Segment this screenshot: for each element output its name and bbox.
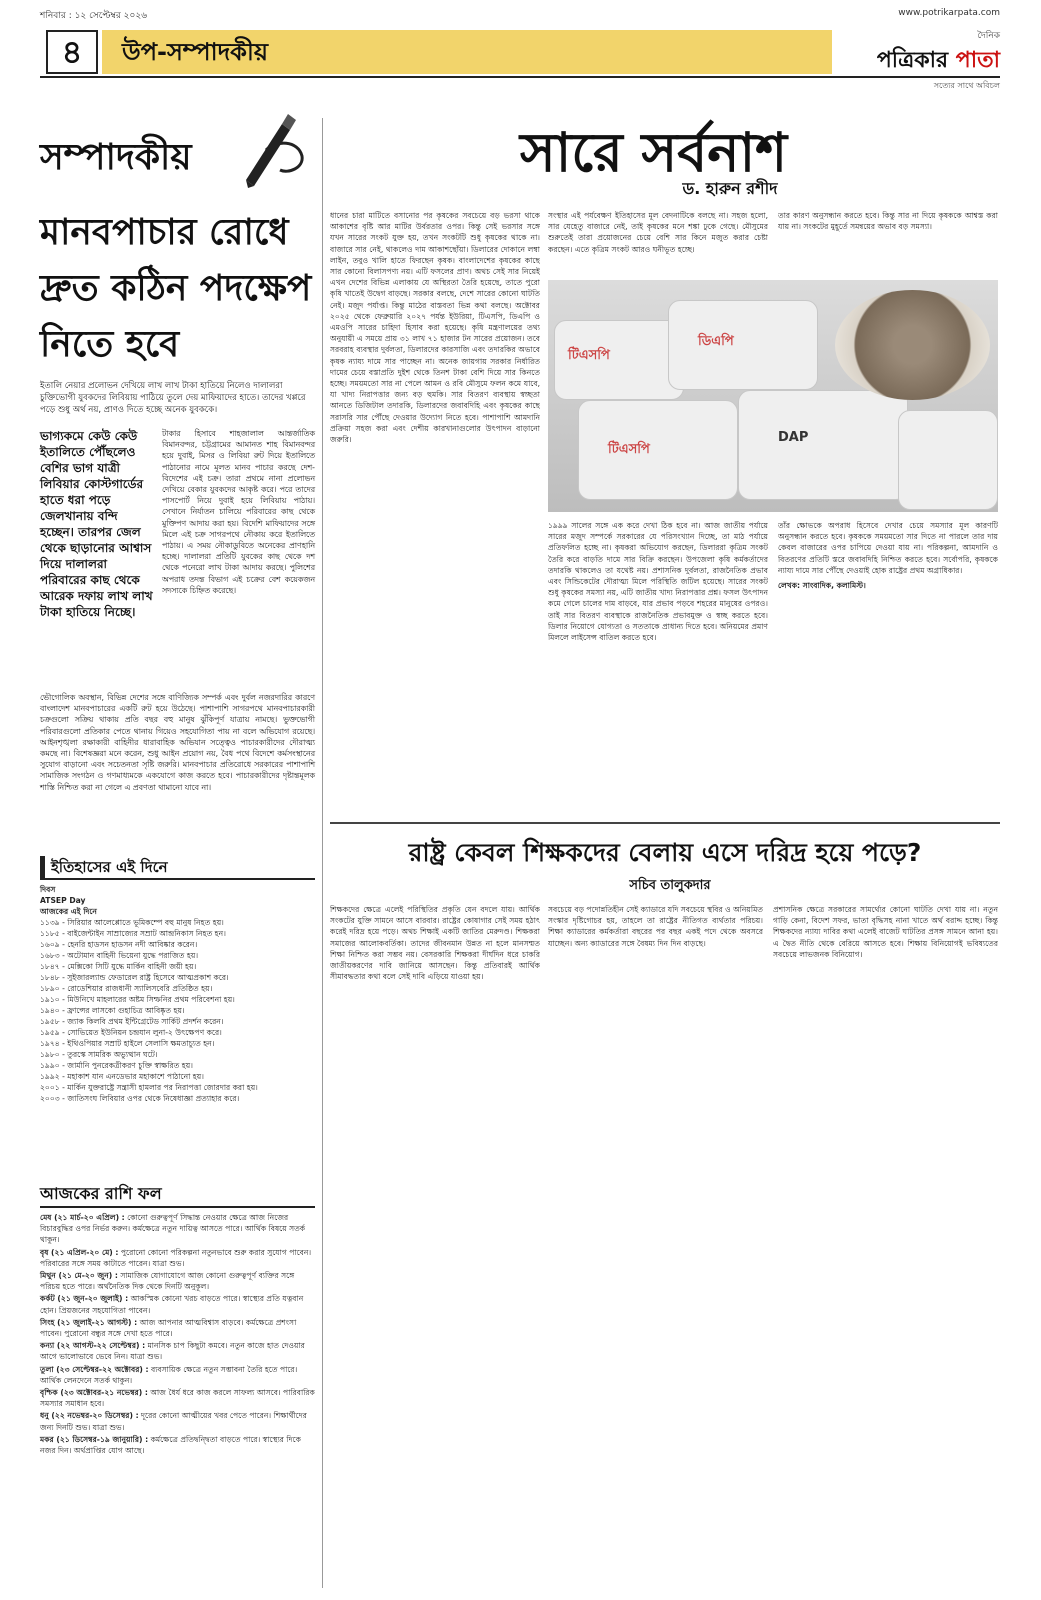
horoscope-item <box>40 1364 315 1386</box>
bag-label: টিএসপি <box>568 348 610 363</box>
article1-author-note: লেখক: সাংবাদিক, কলামিস্ট। <box>778 581 866 591</box>
history-event: ১৬০৯ - হেনরি হাডসন হাডসন নদী আবিষ্কার করেন। <box>40 940 198 949</box>
article2-column-2: সবচেয়ে বড় পদোন্নতিহীন সেই ক্যাডারে যদি সবচেয়ে স্থবির ও অনিয়মিত সংস্কার দৃষ্টিগোচর হয়, তাহলে তা রাষ্ট্রের নীতিগত ব্যর্থতার পরিচয়। শিক্ষা ক্যাডারের কর্মকর্তারা বছরের পর বছর একই পদে থেকে অবসরে যাচ্ছেন। অন্য ক্যাডারের সঙ্গে বৈষম্য দিন দিন বাড়ছে। <box>548 905 763 948</box>
history-event: ২০০১ - মার্কিন যুক্তরাষ্ট্রে সন্ত্রাসী হামলার পর নিরাপত্তা জোরদার করা হয়। <box>40 1083 258 1092</box>
fertilizer-bag <box>898 410 998 510</box>
horoscope-heading: আজকের রাশি ফল <box>40 1182 315 1208</box>
editorial-body: ভৌগোলিক অবস্থান, বিভিন্ন দেশের সঙ্গে বাণিজ্যিক সম্পর্ক এবং দুর্বল নজরদারির কারণে বাংলাদেশ মানবপাচারের একটি রুট হয়ে উঠেছে। পাশাপাশি সাগরপথে মানবপাচারকারী চক্রগুলো সক্রিয় থাকায় প্রতি বছর বহু মানুষ ঝুঁকিপূর্ণ যাত্রায় নামছে। ভুক্তভোগী পরিবারগুলো প্রতিকার পেতে থানায় গিয়েও সহযোগিতা পায় না বলে অভিযোগ রয়েছে। আইনশৃঙ্খলা রক্ষাকারী বাহিনীর ধারাবাহিক অভিযান সত্ত্বেও পাচারকারীদের দৌরাত্ম্য কমছে না। বিশেষজ্ঞরা মনে করেন, শুধু আইন প্রয়োগ নয়, বৈধ পথে বিদেশে কর্মসংস্থানের সুযোগ বাড়ানো এবং সচেতনতা সৃষ্টি জরুরি। মানবপাচার প্রতিরোধে সরকারের পাশাপাশি সামাজিক সংগঠন ও গণমাধ্যমকে একযোগে কাজ করতে হবে। পাচারকারীদের দৃষ্টান্তমূলক শাস্তি নিশ্চিত করা না গেলে এ প্রবণতা থামানো যাবে না। <box>40 693 315 792</box>
history-body <box>40 884 315 1104</box>
horoscope-item <box>40 1340 315 1362</box>
horoscope-text: পুরোনো কোনো পরিকল্পনা নতুনভাবে শুরু করার সুযোগ পাবেন। পরিবারের সঙ্গে সময় কাটাতে পারেন। যাত্রা শুভ। <box>40 1247 312 1268</box>
top-strip <box>40 8 1000 22</box>
editorial-body-side: টাকার হিসাবে শাহজালাল আন্তর্জাতিক বিমানবন্দর, চট্টগ্রামের আমানত শাহ বিমানবন্দর হয়ে দুবাই, মিসর ও লিবিয়া রুট দিয়ে ইতালিতে পাঠানোর নামে মূলত মানব পাচার করছে দেশ-বিদেশের এই চক্র। তারা প্রথমে নানা প্রলোভন দেখিয়ে বেকার যুবকদের আকৃষ্ট করে। পরে তাদের পাসপোর্ট নিয়ে দুবাই হয়ে লিবিয়ায় পাঠায়। সেখানে নির্যাতন চালিয়ে পরিবারের কাছ থেকে মুক্তিপণ আদায় করা হয়। বিদেশি মাফিয়াদের সঙ্গে মিলে এই চক্র সাগরপথে নৌকায় করে ইতালিতে পাঠায়। এ সময় নৌকাডুবিতে অনেকের প্রাণহানি হচ্ছে। দালালরা প্রতিটি যুবকের কাছ থেকে দশ থেকে পনেরো লাখ টাকা আদায় করছে। পুলিশের অপরাধ তদন্ত বিভাগ এই চক্রের বেশ কয়েকজন সদস্যকে চিহ্নিত করেছে। <box>162 429 315 595</box>
fertilizer-bag <box>738 390 908 500</box>
history-event: ১৮৪৮ - সুইজারল্যান্ড ফেডারেল রাষ্ট্র হিসেবে আত্মপ্রকাশ করে। <box>40 973 229 982</box>
article1-column-3: তার কারণ অনুসন্ধান করতে হবে। কিন্তু সার না দিয়ে কৃষককে আশ্বস্ত করা যায় না। সংকটের মুহূর্তে সমন্বয়ের অভাব বড় সমস্যা। <box>778 211 998 232</box>
newspaper-logo <box>840 28 1000 90</box>
horoscope-item <box>40 1293 315 1315</box>
horoscope-sign: কন্যা (২২ আগস্ট-২২ সেপ্টেম্বর) : <box>40 1341 146 1351</box>
history-event: ১৯৭৪ - ইথিওপিয়ার সম্রাট হাইলে সেলাসি ক্ষমতাচ্যুত হন। <box>40 1039 215 1048</box>
horoscope-sign: বৃষ (২১ এপ্রিল-২০ মে) : <box>40 1247 119 1257</box>
logo-small-text: দৈনিক <box>977 31 1000 41</box>
history-event: ১৯৫৮ - জ্যাক কিলবি প্রথম ইন্টিগ্রেটেড সার্কিট প্রদর্শন করেন। <box>40 1017 224 1026</box>
fertilizer-bowl <box>835 290 990 400</box>
bag-label: DAP <box>778 430 809 445</box>
logo-main-text <box>877 48 1000 73</box>
history-event: ১৯৮০ - তুরস্কে সামরিক অভ্যুত্থান ঘটে। <box>40 1050 158 1059</box>
logo-word-1: পত্রিকার <box>876 48 949 73</box>
horoscope-item <box>40 1270 315 1292</box>
horoscope-text: আজ ধৈর্য ধরে কাজ করলে সাফল্য আসবে। পারিবারিক সমস্যার সমাধান হবে। <box>40 1388 315 1409</box>
history-event: ২০০৩ - জাতিসংঘ লিবিয়ার ওপর থেকে নিষেধাজ্ঞা প্রত্যাহার করে। <box>40 1094 240 1103</box>
horoscope-text: কোনো গুরুত্বপূর্ণ সিদ্ধান্ত নেওয়ার ক্ষেত্রে আজ নিজের বিচারবুদ্ধির ওপর নির্ভর করুন। কর্মক্ষেত্রে নতুন দায়িত্ব আসতে পারে। আর্থিক বিষয়ে সতর্ক থাকুন। <box>40 1213 306 1245</box>
horoscope-sign: সিংহ (২১ জুলাই-২১ আগস্ট) : <box>40 1317 138 1327</box>
horoscope-sign: মিথুন (২১ মে-২০ জুন) : <box>40 1271 118 1281</box>
editorial-intro: ইতালি নেয়ার প্রলোভন দেখিয়ে লাখ লাখ টাকা হাতিয়ে নিলেও দালালরা চুক্তিভোগী যুবকদের লিবিয়ায় পাঠিয়ে তুলে দেয় মাফিয়াদের হাতে। তাদের খপ্পরে পড়ে শুধু অর্থ নয়, প্রাণও দিতে হচ্ছে অনেক যুবককে। <box>40 381 306 415</box>
horoscope-text: কর্মক্ষেত্রে প্রতিদ্বন্দ্বিতা বাড়তে পারে। স্বাস্থ্যের দিকে নজর দিন। অর্থপ্রাপ্তির যোগ আছে। <box>40 1434 301 1456</box>
horoscope-text: আকস্মিক কোনো খরচ বাড়তে পারে। স্বাস্থ্যের প্রতি যত্নবান হোন। প্রিয়জনের সহযোগিতা পাবেন। <box>40 1294 304 1315</box>
history-event: ১৯৯২ - মহাকাশ যান এনডেভার মহাকাশে পাঠানো হয়। <box>40 1072 204 1081</box>
horoscope-item <box>40 1387 315 1409</box>
history-sub-label: আজকের এই দিনে <box>40 907 97 916</box>
horoscope-item <box>40 1434 315 1456</box>
website-url[interactable]: www.potrikarpata.com <box>898 8 1000 18</box>
horoscope-text: আজ আপনার আত্মবিশ্বাস বাড়বে। কর্মক্ষেত্রে প্রশংসা পাবেন। পুরোনো বন্ধুর সঙ্গে দেখা হতে পারে। <box>40 1317 297 1339</box>
article1-column-5 <box>778 520 998 816</box>
page-number: ৪ <box>46 30 98 74</box>
history-event: ১৮৪৭ - মেক্সিকো সিটি যুদ্ধে মার্কিন বাহিনী জয়ী হয়। <box>40 962 197 971</box>
bag-label: টিএসপি <box>608 442 650 457</box>
fertilizer-bag <box>668 300 818 390</box>
horoscope-item <box>40 1247 315 1269</box>
history-event: ১১৮৫ - বাইজেন্টাইন সাম্রাজ্যের সম্রাট আন্দ্রনিকাস নিহত হন। <box>40 929 226 938</box>
history-event: ১১৩৯ - সিরিয়ার আলেপ্পোতে ভূমিকম্পে বহু মানুষ নিহত হয়। <box>40 918 224 927</box>
horoscope-sign: কর্কট (২১ জুন-২০ জুলাই) : <box>40 1294 129 1304</box>
horoscope-text: মানসিক চাপ কিছুটা কমবে। নতুন কাজে হাত দেওয়ার আগে ভালোভাবে ভেবে নিন। যাত্রা শুভ। <box>40 1341 305 1362</box>
article1-title: সারে সর্বনাশ <box>520 120 788 184</box>
history-day-label: দিবস <box>40 885 56 894</box>
horoscope-sign: মকর (২১ ডিসেম্বর-১৯ জানুয়ারি) : <box>40 1434 149 1444</box>
fertilizer-bag <box>578 400 738 500</box>
section-title: উপ-সম্পাদকীয় <box>102 30 832 74</box>
article2-title: রাষ্ট্র কেবল শিক্ষকদের বেলায় এসে দরিদ্র হয়ে পড়ে? <box>408 838 922 867</box>
article2-column-3: প্রশাসনিক ক্ষেত্রে সরকারের সামর্থ্যের কোনো ঘাটতি দেখা যায় না। নতুন গাড়ি কেনা, বিদেশ সফর, ভাতা বৃদ্ধিসহ নানা খাতে অর্থ বরাদ্দ হচ্ছে। কিন্তু শিক্ষকদের ন্যায্য দাবির কথা এলেই বাজেট ঘাটতির প্রসঙ্গ সামনে আনা হয়। এ দ্বৈত নীতি থেকে বেরিয়ে আসতে হবে। শিক্ষায় বিনিয়োগই ভবিষ্যতের সবচেয়ে লাভজনক বিনিয়োগ। <box>773 905 998 959</box>
editorial-title: মানবপাচার রোধে দ্রুত কঠিন পদক্ষেপ নিতে হবে <box>40 212 312 365</box>
logo-word-2: পাতা <box>955 48 1000 73</box>
history-event: ১৯১০ - মিউনিখে মাহলারের অষ্টম সিম্ফনির প্রথম পরিবেশনা হয়। <box>40 995 235 1004</box>
horoscope-text: সামাজিক যোগাযোগে আজ কোনো গুরুত্বপূর্ণ ব্যক্তির সঙ্গে পরিচয় হতে পারে। অর্থনৈতিক দিক থেকে দিনটি অনুকূল। <box>40 1271 295 1292</box>
history-event: ১৯৪০ - ফ্রান্সের লাসকো গুহাচিত্র আবিষ্কৃত হয়। <box>40 1006 185 1015</box>
issue-date: শনিবার : ১২ সেপ্টেম্বর ২০২৬ <box>40 11 148 21</box>
horoscope-item <box>40 1410 315 1432</box>
article1-column-4: ১৯৯৯ সালের সঙ্গে এক করে দেখা ঠিক হবে না। আজ জাতীয় পর্যায়ে সারের মজুদ সম্পর্কে সরকারের যে পরিসংখ্যান দিচ্ছে, তা মাঠ পর্যায়ে প্রতিফলিত হচ্ছে না। কৃষকরা অভিযোগ করছেন, ডিলাররা কৃত্রিম সংকট তৈরি করে বাড়তি দামে সার বিক্রি করছেন। উপজেলা কৃষি কর্মকর্তাদের তদারকি থাকলেও তা যথেষ্ট নয়। প্রশাসনিক দুর্বলতা, রাজনৈতিক প্রভাব এবং সিন্ডিকেটের দৌরাত্ম্য মিলে পরিস্থিতি জটিল হয়েছে। সারের সংকট শুধু কৃষকের সমস্যা নয়, এটি জাতীয় খাদ্য নিরাপত্তার প্রশ্ন। ফসল উৎপাদন কমে গেলে চালের দাম বাড়বে, যার প্রভাব পড়বে শহরের মানুষের ওপরও। তাই সার বিতরণ ব্যবস্থাকে রাজনৈতিক প্রভাবমুক্ত ও স্বচ্ছ করতে হবে। ডিলার নিয়োগে যোগ্যতা ও সততাকে প্রাধান্য দিতে হবে। অনিয়মের প্রমাণ মিললে লাইসেন্স বাতিল করতে হবে। <box>548 521 768 643</box>
horoscope-sign: তুলা (২৩ সেপ্টেম্বর-২২ অক্টোবর) : <box>40 1364 149 1374</box>
article2-column-1: শিক্ষকদের ক্ষেত্রে এলেই পরিস্থিতির প্রকৃতি যেন বদলে যায়। আর্থিক সংকটের যুক্তি সামনে আসে বারবার। রাষ্ট্রের কোষাগার সেই সময় হঠাৎ করেই দরিদ্র হয়ে পড়ে। অথচ শিক্ষাই একটি জাতির মেরুদণ্ড। শিক্ষকরা সমাজের আলোকবর্তিকা। তাদের জীবনমান উন্নত না হলে মানসম্মত শিক্ষা নিশ্চিত করা সম্ভব নয়। বেসরকারি শিক্ষকরা দীর্ঘদিন ধরে চাকরি জাতীয়করণের দাবি জানিয়ে আসছেন। কিন্তু প্রতিবারই আর্থিক সীমাবদ্ধতার কথা বলে সেই দাবি এড়িয়ে যাওয়া হয়। <box>330 905 540 982</box>
horoscope-text: ব্যবসায়িক ক্ষেত্রে নতুন সম্ভাবনা তৈরি হতে পারে। আর্থিক লেনদেনে সতর্ক থাকুন। <box>40 1364 298 1385</box>
history-event: ১৬৮৩ - অটোমান বাহিনী ভিয়েনা যুদ্ধে পরাজিত হয়। <box>40 951 199 960</box>
horoscope-body <box>40 1212 315 1457</box>
page-header <box>40 26 1000 90</box>
horoscope-sign: বৃশ্চিক (২৩ অক্টোবর-২১ নভেম্বর) : <box>40 1388 148 1398</box>
article1-author: ড. হারুন রশীদ <box>682 179 778 198</box>
history-event: ১৮৯০ - রোডেশিয়ার রাজধানী স্যালিসবেরি প্রতিষ্ঠিত হয়। <box>40 984 213 993</box>
horoscope-item <box>40 1317 315 1339</box>
editorial-heading: সম্পাদকীয় <box>40 136 192 178</box>
fertilizer-photo <box>548 280 998 512</box>
article1-column-2: সংস্থার এই পর্যবেক্ষণ ইতিহাসের মূল বেদনাটিকে বলছে না। সহজ হলো, সার যেহেতু বাজারে নেই, তাই কৃষকের মনে শঙ্কা ঢুকে গেছে। মৌসুমের শুরুতেই তারা প্রয়োজনের চেয়ে বেশি সার কিনে মজুত করার চেষ্টা করছেন। এতে কৃত্রিম সংকট আরও ঘনীভূত হচ্ছে। <box>548 211 768 254</box>
history-event: ১৯৯০ - জার্মানি পুনরেকত্রীকরণ চুক্তি স্বাক্ষরিত হয়। <box>40 1061 193 1070</box>
history-heading: ইতিহাসের এই দিনে <box>40 856 315 880</box>
article1-column-5-text: তাঁর ক্ষোভকে অপরাধ হিসেবে দেখার চেয়ে সমস্যার মূল কারণটি অনুসন্ধান করতে হবে। কৃষককে সময়মতো সার দিতে না পারলে তার দায় কেবল বাজারের ওপর চাপিয়ে দেওয়া যায় না। পরিকল্পনা, আমদানি ও বিতরণের প্রতিটি স্তরে জবাবদিহি নিশ্চিত করতে হবে। সর্বোপরি, কৃষককে ন্যায্য দামে সার পৌঁছে দেওয়াই হোক রাষ্ট্রের প্রথম অগ্রাধিকার। <box>778 521 998 575</box>
logo-tagline: সত্যের সাথে অবিচল <box>933 81 1000 90</box>
horoscope-sign: মেষ (২১ মার্চ-২০ এপ্রিল) : <box>40 1213 125 1222</box>
horoscope-text: দূরের কোনো আত্মীয়ের খবর পেতে পারেন। শিক্ষার্থীদের জন্য দিনটি শুভ। যাত্রা শুভ। <box>40 1411 307 1432</box>
article-divider <box>330 822 1000 824</box>
column-divider <box>322 118 323 1588</box>
pen-hand-icon <box>236 110 306 190</box>
history-day-name: ATSEP Day <box>40 896 86 905</box>
article1-column-1: ধানের চারা মাটিতে বসানোর পর কৃষকের সবচেয়ে বড় ভরসা থাকে আকাশের বৃষ্টি আর মাটির উর্বরতার ওপর। কিন্তু সেই ভরসার সঙ্গে যখন সারের সংকট যুক্ত হয়, তখন সংকটটি শুধু কৃষকের থাকে না। বাজারে সার নেই, থাকলেও দাম আকাশছোঁয়া। ডিলারের দোকানে লম্বা লাইন, তবুও খালি হাতে ফিরছেন কৃষক। বাংলাদেশের কৃষকের কাছে সার কোনো বিলাসপণ্য নয়। এটি ফসলের প্রাণ। অথচ সেই সার নিয়েই এখন দেশের বিভিন্ন এলাকায় যে অস্থিরতা তৈরি হয়েছে, তাতে পুরো কৃষি খাতেই উদ্বেগ বাড়ছে। সরকার বলছে, দেশে সারের কোনো ঘাটতি নেই। মজুদ পর্যাপ্ত। কিন্তু মাঠের বাস্তবতা ভিন্ন কথা বলছে। অক্টোবর ২০২৫ থেকে ফেব্রুয়ারি ২০২৭ পর্যন্ত ইউরিয়া, টিএসপি, ডিএপি ও এমওপি সারের চাহিদা হিসাব করা হয়েছে। কৃষি মন্ত্রণালয়ের তথ্য অনুযায়ী এ সময়ে প্রায় ৩১ লাখ ৭১ হাজার টন সারের প্রয়োজন। তবে সরবরাহ ব্যবস্থার দুর্বলতা, ডিলারদের কারসাজি এবং তদারকির অভাবে কৃষক ন্যায্য দামে সার পাচ্ছেন না। অনেক জায়গায় সরকার নির্ধারিত দামের চেয়ে বস্তাপ্রতি দুইশ থেকে তিনশ টাকা বেশি দিয়ে সার কিনতে হচ্ছে। সময়মতো সার না পেলে আমন ও রবি মৌসুমে ফলন কমে যাবে, যা খাদ্য নিরাপত্তার জন্য বড় হুমকি। সার বিতরণ ব্যবস্থায় স্বচ্ছতা আনতে ডিজিটাল তদারকি, ডিলারদের জবাবদিহি এবং কৃষকের কাছে সরাসরি সার পৌঁছে দেওয়ার উদ্যোগ নিতে হবে। পাশাপাশি আমদানি প্রক্রিয়া সহজ করা এবং দেশীয় কারখানাগুলোর উৎপাদন বাড়ানো জরুরি। <box>330 211 540 445</box>
horoscope-item <box>40 1212 315 1246</box>
article2-author: সচিব তালুকদার <box>629 878 711 893</box>
editorial-pullquote: ভাগ্যকমে কেউ কেউ ইতালিতে পৌঁছলেও বেশির ভাগ যাত্রী লিবিয়ার কোস্টগার্ডের হাতে ধরা পড়ে জেলখানায় বন্দি হচ্ছেন। তারপর জেল থেকে ছাড়ানোর আশ্বাস দিয়ে দালালরা পরিবারের কাছ থেকে আরেক দফায় লাখ লাখ টাকা হাতিয়ে নিচ্ছে। <box>40 429 153 619</box>
bag-label: ডিএপি <box>698 334 734 349</box>
history-event: ১৯৫৯ - সোভিয়েত ইউনিয়ন চন্দ্রযান লুনা-২ উৎক্ষেপণ করে। <box>40 1028 222 1037</box>
horoscope-sign: ধনু (২২ নভেম্বর-২০ ডিসেম্বর) : <box>40 1411 139 1421</box>
